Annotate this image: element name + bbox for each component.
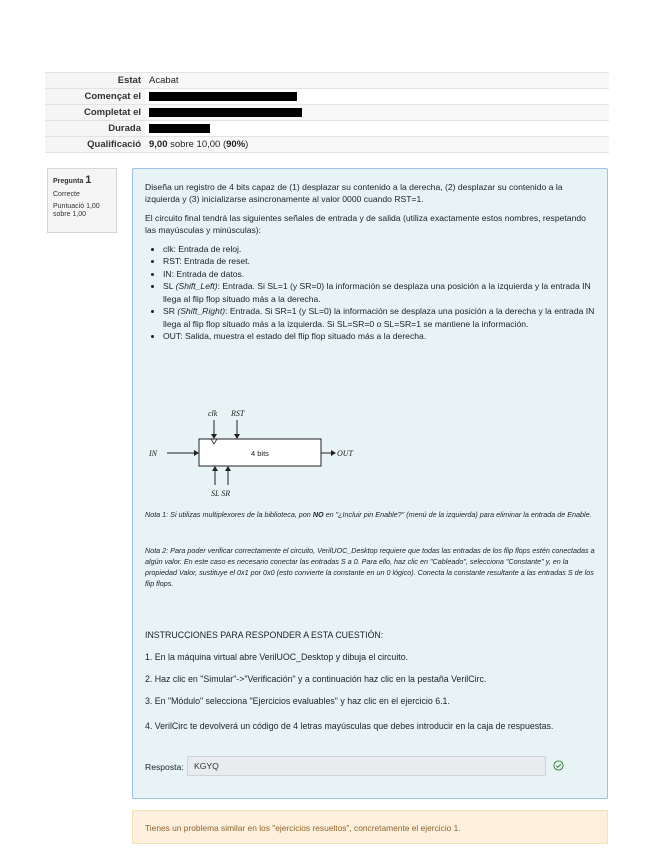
signal-out: • OUT: Salida, muestra el estado del flip flop situado más a la derecha.: [163, 330, 597, 342]
rst-arrowhead: [234, 434, 240, 439]
redacted-end-date: [149, 108, 302, 117]
question-status: Correcte: [53, 190, 80, 198]
question-text: [145, 181, 597, 348]
answer-label: Resposta:: [145, 762, 184, 772]
summary-row-qualificacio: [45, 137, 609, 153]
question-paragraph-1: Diseña un registro de 4 bits capaz de (1) desplazar su contenido a la derecha, (2) desplazar su contenido a la izquierda y (3) inicializarse asincronamente al valor 0000 cuando RST=1.: [145, 182, 563, 205]
question-info-box: [47, 168, 117, 233]
grade-percent: 90%: [226, 139, 246, 150]
sr-name: (Shift_Right): [177, 306, 226, 317]
in-arrowhead: [194, 450, 199, 456]
diagram-clk-label: clk: [208, 409, 218, 418]
sr-arrowhead: [225, 466, 231, 471]
signal-clk: • clk: Entrada de reloj.: [163, 243, 597, 255]
question-content-box: [132, 168, 608, 799]
signal-in: • IN: Entrada de datos.: [163, 268, 597, 280]
signal-list: [145, 243, 597, 343]
instruction-step-2: 2. Haz clic en "Simular"->"Verificación" y a continuación haz clic en la pestaña VerilCirc.: [145, 674, 487, 684]
note-2: Nota 2: Para poder verificar correctamente el circuito, VerilUOC_Desktop requiere que todas las entradas de los flip flops estén conectadas a algún valor. En este caso es necesario conectar las entradas S a 0. Para ello, haz clic en "Cableado", selecciona "Constante" y, en la propiedad Valor, sustituye el 0x1 por 0x0 (esto convierte la constante en un 0 lógico). Conecta la constante resultante a las entradas S de los flip flops.: [145, 546, 595, 589]
grade-mid: sobre 10,00 (: [167, 139, 227, 150]
note-1-no: NO: [312, 510, 324, 519]
sl-arrowhead: [212, 466, 218, 471]
sl-name: (Shift_Left): [175, 281, 218, 292]
estat-value: Acabat: [145, 73, 609, 89]
diagram-in-label: IN: [149, 449, 157, 458]
signal-sr: • SR (Shift_Right): Entrada. Si SR=1 (y SL=0) la información se desplaza una posición a la derecha y la entrada IN llega al flip flop situado más a la izquierda. Si SL=SR=0 o SL=SR=1 se mantiene la información.: [163, 305, 597, 330]
correct-check-icon: [553, 760, 564, 771]
summary-row-durada: [45, 121, 609, 137]
out-arrowhead: [331, 450, 336, 456]
summary-row-estat: [45, 73, 609, 89]
clk-arrowhead: [211, 434, 217, 439]
answer-input[interactable]: [187, 756, 546, 776]
estat-label: Estat: [45, 73, 145, 89]
redacted-duration: [149, 124, 210, 133]
instruction-step-1: 1. En la máquina virtual abre VerilUOC_Desktop y dibuja el circuito.: [145, 652, 409, 662]
pregunta-label: Pregunta: [53, 178, 86, 185]
note-1: Nota 1: Si utilizas multiplexores de la biblioteca, pon NO en "¿Incluir pin Enable?" (menú de la izquierda) para eliminar la entrada de Enable.: [145, 510, 592, 519]
redacted-start-date: [149, 92, 297, 101]
instructions-title: INSTRUCCIONES PARA RESPONDER A ESTA CUESTIÓN:: [145, 630, 384, 640]
question-grade: Puntuació 1,00 sobre 1,00: [53, 202, 100, 219]
durada-label: Durada: [45, 121, 145, 137]
grade-end: ): [245, 139, 249, 150]
question-number-value: 1: [85, 174, 92, 186]
diagram-slsr-label: SL SR: [211, 489, 231, 498]
question-number: [53, 174, 111, 188]
summary-row-completat: [45, 105, 609, 121]
grade-value: [145, 137, 609, 153]
completat-label: Completat el: [45, 105, 145, 121]
comencat-label: Començat el: [45, 89, 145, 105]
instruction-step-4: 4. VerilCirc te devolverá un código de 4 letras mayúsculas que debes introducir en la caja de respuestas.: [145, 721, 554, 731]
signal-rst: • RST: Entrada de reset.: [163, 255, 597, 267]
diagram-out-label: OUT: [337, 449, 354, 458]
signal-sl: • SL (Shift_Left): Entrada. Si SL=1 (y SR=0) la información se desplaza una posición a la izquierda y la entrada IN llega al flip flop situado más a la derecha.: [163, 280, 597, 305]
general-feedback: Tienes un problema similar en los "ejercicios resueltos", concretamente el ejercicio 1.: [132, 810, 608, 844]
grade-score: 9,00: [149, 139, 168, 150]
summary-row-comencat: [45, 89, 609, 105]
attempt-summary-table: [45, 72, 609, 153]
register-block-diagram: [139, 405, 399, 500]
diagram-box-label: 4 bits: [251, 449, 269, 458]
question-paragraph-2: El circuito final tendrá las siguientes señales de entrada y de salida (utiliza exactamente estos nombres, respetando las mayúsculas y minúsculas):: [145, 212, 586, 236]
instruction-step-3: 3. En "Módulo" selecciona "Ejercicios evaluables" y haz clic en el ejercicio 6.1.: [145, 696, 450, 706]
qualificacio-label: Qualificació: [45, 137, 145, 153]
diagram-rst-label: RST: [231, 409, 245, 418]
